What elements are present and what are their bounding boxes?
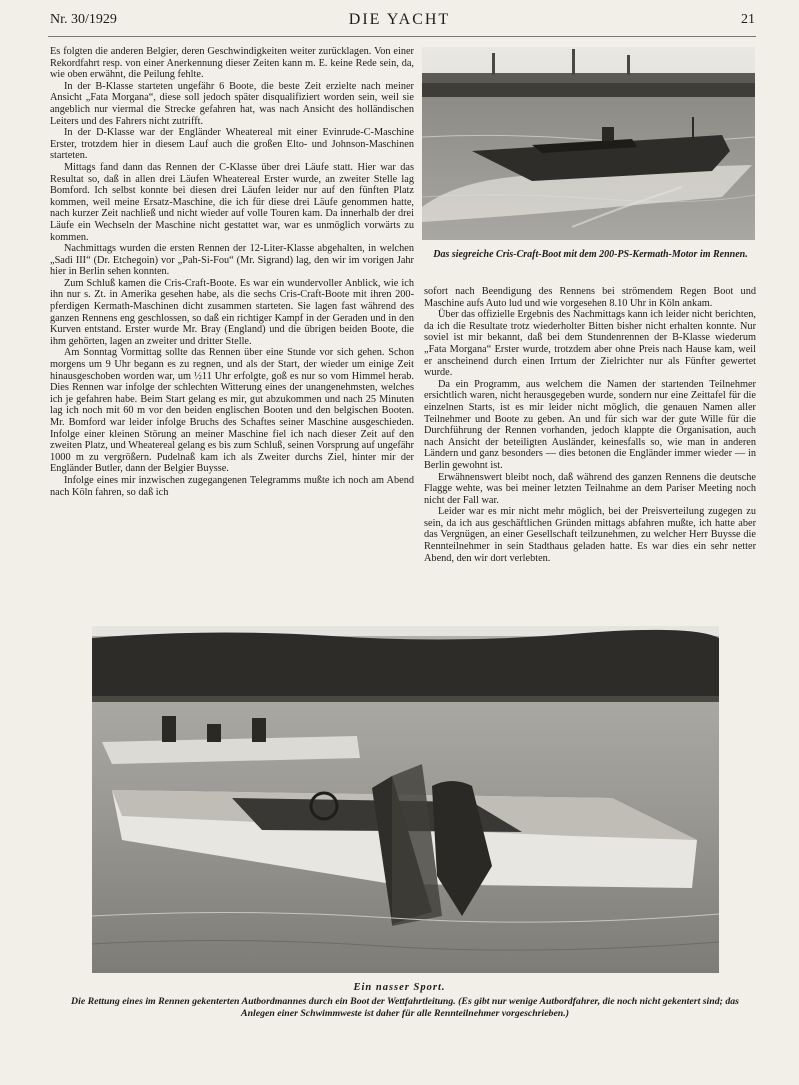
paragraph: Am Sonntag Vormittag sollte das Rennen über eine Stunde vor sich gehen. Schon morgens um 9 Uhr begann es zu regnen, und als der Start, der wieder um einige Zeit hinausgeschoben worden war, um ½11 Uhr erfolgte, goß es nur so vom Himmel herab. Dies Rennen war infolge der schlechten Witterung eines der unangenehmsten, welches ich je gefahren habe. Beim Start gelang es mir, gut abzukommen und nach 25 Minuten lag ich noch mit 60 m vor den beiden englischen Booten und den belgischen Booten. Mr. Bomford war leider infolge Bruchs des Schaftes seiner Maschine ausgeschieden. Infolge einer kleinen Störung an meiner Maschine fiel ich nach dieser Zeit auf den zweiten Platz, und Wheatereal gelang es bis zum Schluß, seinen Vorsprung auf ungefähr 1000 m zu vergrößern. Pudelnaß kam ich als Zweiter durchs Ziel, hinter mir der Engländer Butler, dann der Belgier Buysse.	[50, 347, 414, 475]
paragraph: Infolge eines mir inzwischen zugegangenen Telegramms mußte ich noch am Abend nach Köln fahren, so daß ich	[50, 474, 414, 498]
page-number: 21	[741, 12, 755, 27]
magazine-title: DIE YACHT	[348, 11, 451, 28]
left-text-column	[50, 46, 414, 614]
top-photo-caption: Das siegreiche Cris-Craft-Boot mit dem 200-PS-Kermath-Motor im Rennen.	[433, 249, 748, 260]
rescue-photo	[92, 626, 719, 973]
racing-boat-photo	[422, 47, 755, 240]
paragraph: Da ein Programm, aus welchem die Namen der startenden Teilnehmer ersichtlich waren, nicht herausgegeben wurde, sondern nur eine Zeittafel für die einzelnen Starts, ist es mir leider nicht möglich, die genauen Namen aller Teilnehmer und Boote zu geben. An und für sich war der gute Wille für die Durchführung der Rennen vorhanden, jedoch klappte die Organisation, auch nach Ansicht der beteiligten Ausländer, keinesfalls so, wie man in anderen Ländern und ganz besonders — dies betonen die Engländer immer wieder — in Berlin gewohnt ist.	[424, 378, 756, 471]
header-rule	[48, 36, 756, 37]
paragraph: Nachmittags wurden die ersten Rennen der 12-Liter-Klasse abgehalten, in welchen „Sadi III“ (Dr. Etchegoin) vor „Pah-Si-Fou“ (Mr. Sigrand) lag, den wir im vorigen Jahr hier in Berlin sehen konnten.	[50, 243, 414, 278]
right-text-column	[424, 286, 756, 614]
paragraph: sofort nach Beendigung des Rennens bei strömendem Regen Boot und Maschine aufs Auto lud und wie vorgesehen 8.10 Uhr in Köln ankam.	[424, 286, 756, 309]
paragraph: Erwähnenswert bleibt noch, daß während des ganzen Rennens die deutsche Flagge wehte, was bei meiner letzten Teilnahme an dem Pariser Meeting noch nicht der Fall war.	[424, 471, 756, 506]
paragraph: Leider war es mir nicht mehr möglich, bei der Preisverteilung zugegen zu sein, da ich aus geschäftlichen Gründen mittags abfahren mußte, ich hatte aber das Vergnügen, an einer Gesellschaft teilzunehmen, zu welcher Herr Buysse die Rennteilnehmer in sein Stadthaus geladen hatte. Es war dies ein sehr netter Abend, den wir dort verlebten.	[424, 506, 756, 564]
paragraph: Es folgten die anderen Belgier, deren Geschwindigkeiten weiter zurücklagen. Von einer Rekordfahrt resp. von einer Anerkennung dieser Zeiten kann m. E. keine Rede sein, da, wie oben erwähnt, die Peilung fehlte.	[50, 46, 414, 81]
issue-number: Nr. 30/1929	[50, 12, 117, 27]
bottom-photo-caption: Die Rettung eines im Rennen gekenterten Autbordmannes durch ein Boot der Wettfahrtleitung. (Es gibt nur wenige Autbordfahrer, die noch nicht gekentert sind; das Anlegen einer Schwimmweste ist daher für alle Rennteilnehmer vorgeschrieben.)	[71, 996, 739, 1019]
paragraph: In der D-Klasse war der Engländer Wheatereal mit einer Evinrude-C-Maschine Erster, trotzdem hier in diesem Lauf auch die großen Elto- und Johnson-Maschinen starteten.	[50, 127, 414, 162]
paragraph: In der B-Klasse starteten ungefähr 6 Boote, die beste Zeit erzielte nach meiner Ansicht „Fata Morgana“, diese soll jedoch später disqualifiziert worden sein, weil sie angeblich nur viermal die Strecke gefahren hat, was nach Ansicht des holländischen Leiters und des Fahrers nicht zutrifft.	[50, 80, 414, 127]
paragraph: Zum Schluß kamen die Cris-Craft-Boote. Es war ein wundervoller Anblick, wie ich ihn nur s. Zt. in Amerika gesehen habe, als die sechs Cris-Craft-Boote mit ihren 200-pferdigen Kermath-Maschinen dicht zusammen starteten. Sie lagen fast während des ganzen Rennens eng geschlossen, so daß ein richtiger Kampf in der Geraden und in den Kurven entstand. Erster wurde Mr. Bray (England) und die übrigen beiden Boote, die ihm gehörten, lagen an zweiter und dritter Stelle.	[50, 277, 414, 347]
paragraph: Mittags fand dann das Rennen der C-Klasse über drei Läufe statt. Hier war das Resultat so, daß in allen drei Läufen Wheatereal Erster wurde, an zweiter Stelle lag Bomford. Ich selbst konnte bei diesen drei Läufen leider nur auf den fünften Platz kommen, weil meine Ersatz-Maschine, die ich für diese drei Läufe genommen hatte, nach kurzer Zeit nachließ und nicht wieder auf volle Touren kam. Da innerhalb der drei Läufe ein Wechseln der Maschine nicht gestattet war, war es unmöglich vorwärts zu kommen.	[50, 161, 414, 243]
bottom-photo-caption-title: Ein nasser Sport.	[353, 982, 446, 993]
paragraph: Über das offizielle Ergebnis des Nachmittags kann ich leider nicht berichten, da ich die Resultate trotz wiederholter Bitten bisher nicht erhalten konnte. Nur soviel ist mir bekannt, daß bei dem Stundenrennen der B-Klasse wiederum „Fata Morgana“ Erster wurde, trotzdem aber ohne Preis nach Hause kam, weil er anscheinend durch einen Irrtum der Zielrichter nur als Fünfter gewertet wurde.	[424, 309, 756, 379]
